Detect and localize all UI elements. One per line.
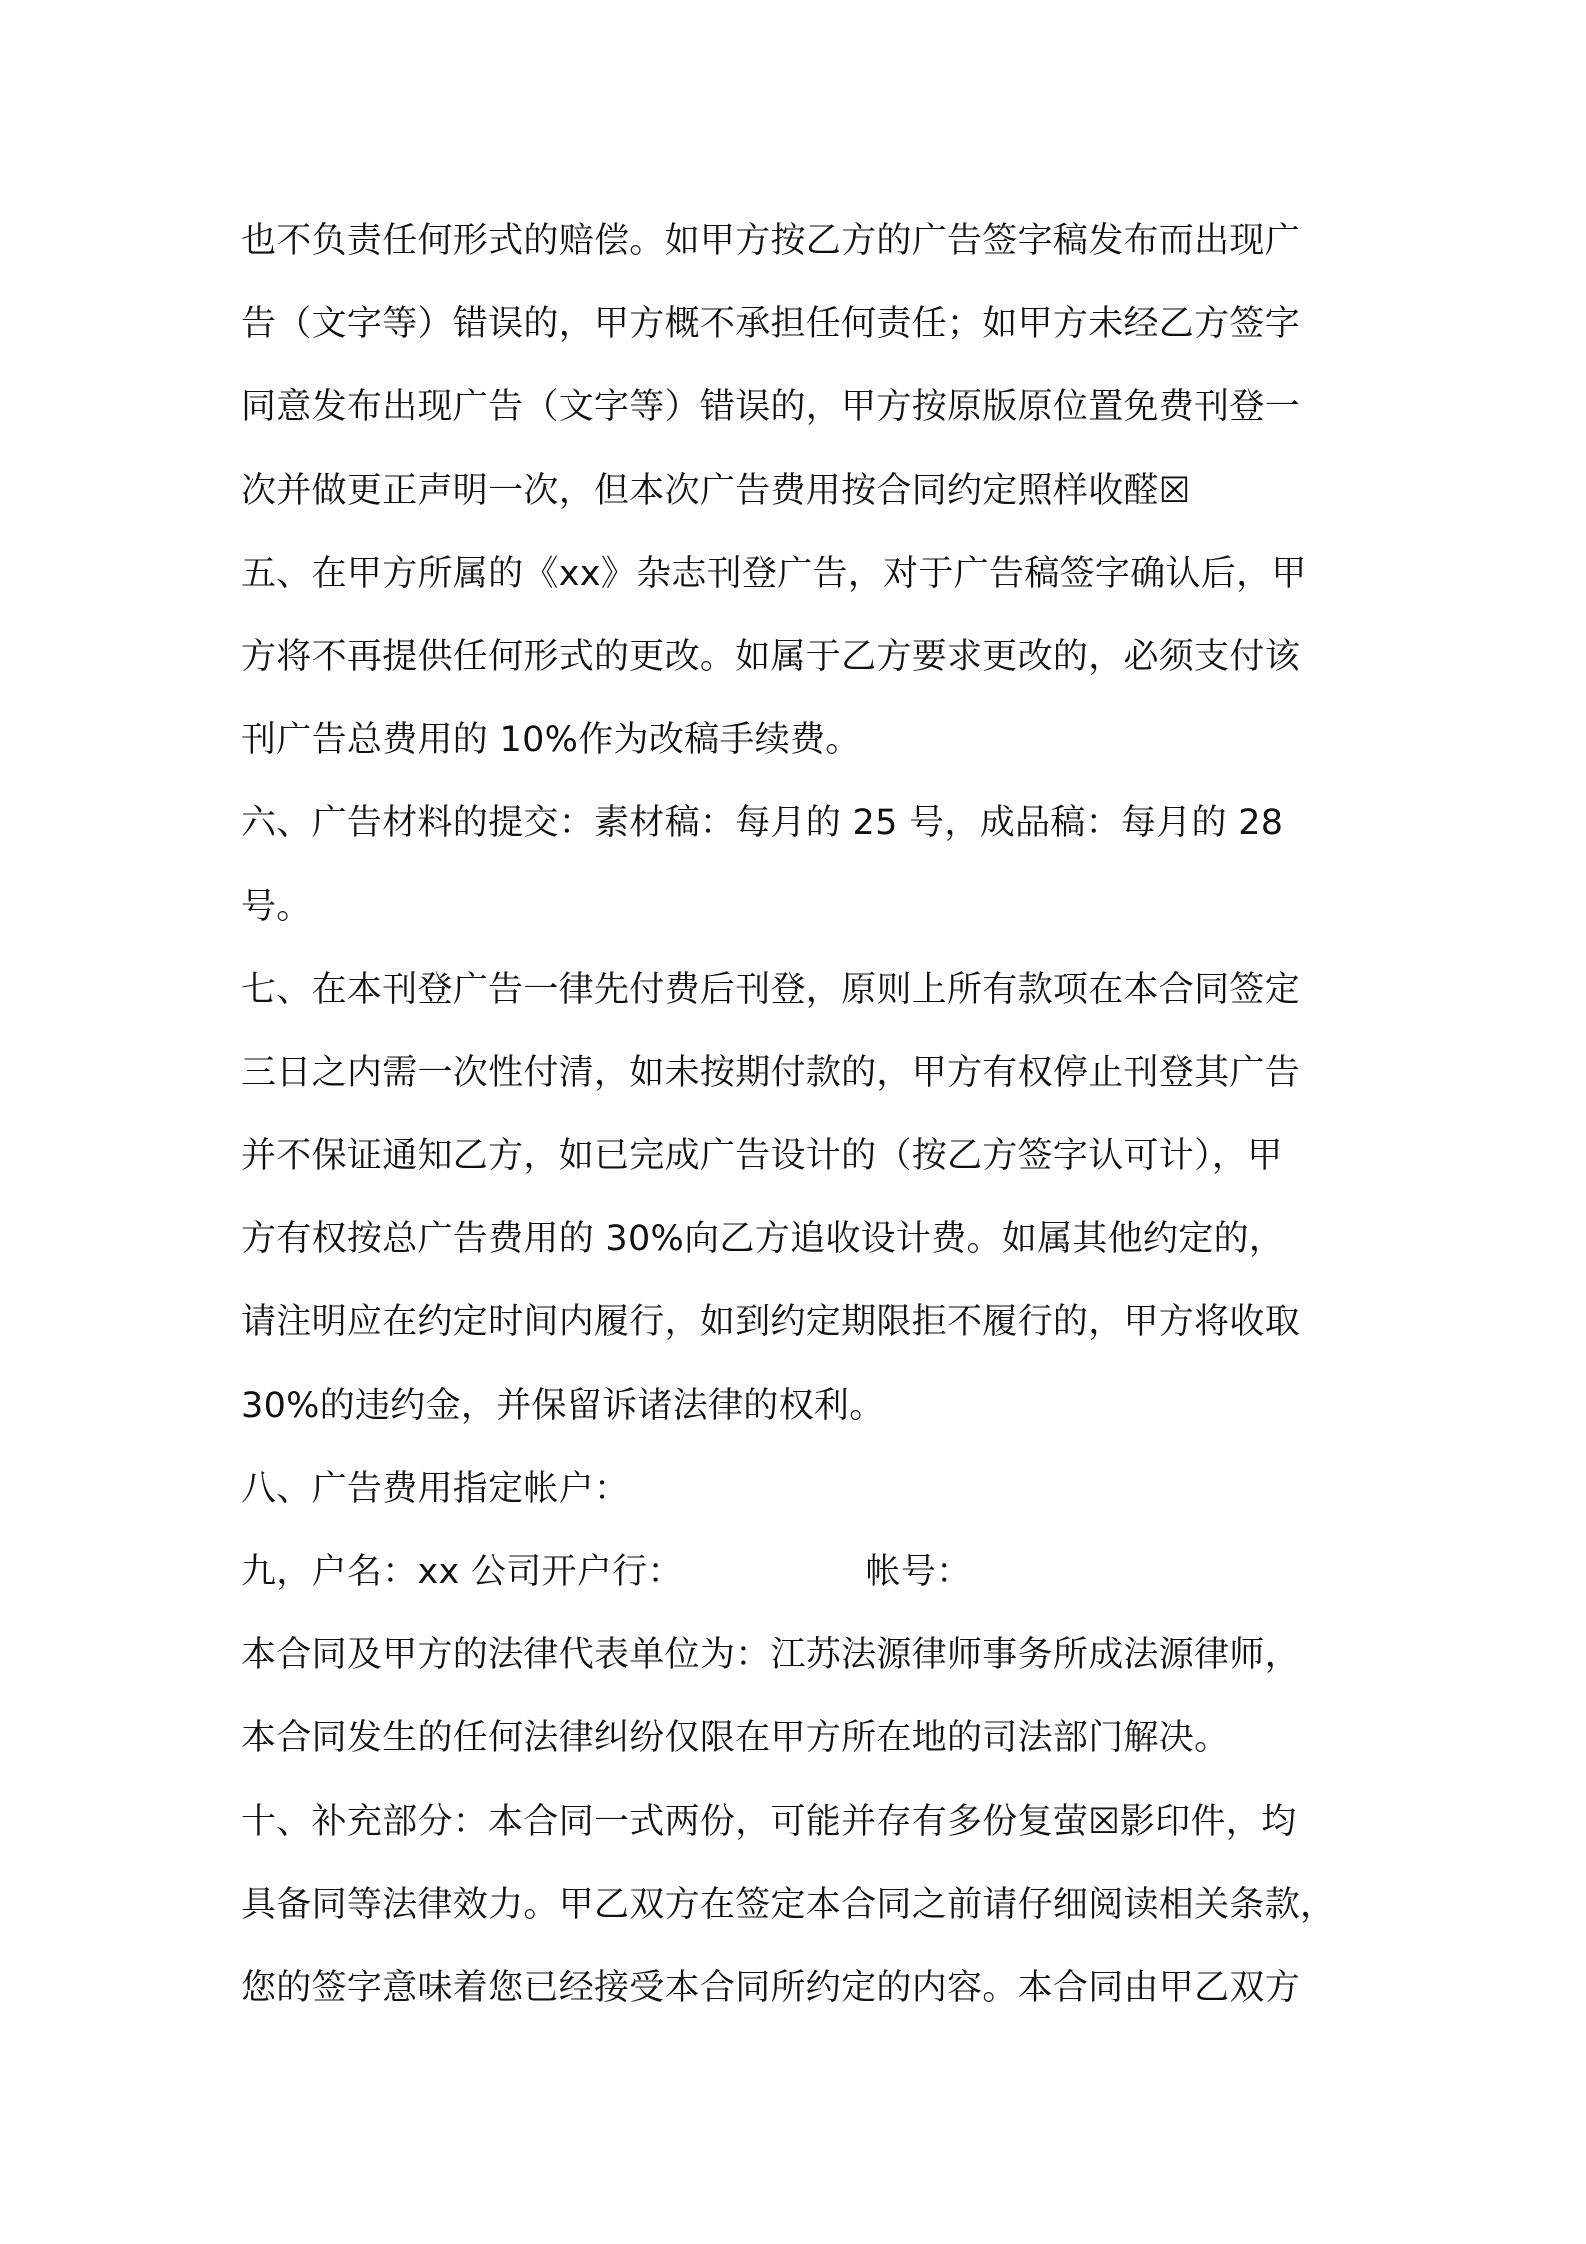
text-line: 刊广告总费用的 10%作为改稿手续费。 xyxy=(241,720,861,761)
text-line: 具备同等法律效力。甲乙双方在签定本合同之前请仔细阅读相关条款， xyxy=(241,1884,1336,1925)
document-body xyxy=(241,200,1351,2030)
text-line: 号。 xyxy=(241,886,312,927)
text-line: 并不保证通知乙方，如已完成广告设计的（按乙方签字认可计），甲 xyxy=(241,1136,1283,1177)
clause-9-line: 九，户名：xx 公司开户行： 帐号： xyxy=(241,1552,972,1592)
text-line: 您的签字意味着您已经接受本合同所约定的内容。本合同由甲乙双方 xyxy=(241,1967,1301,2008)
clause-7-line: 七、在本刊登广告一律先付费后刊登，原则上所有款项在本合同签定 xyxy=(241,969,1301,1010)
clause-5-line: 五、在甲方所属的《xx》杂志刊登广告，对于广告稿签字确认后，甲 xyxy=(241,553,1307,594)
text-line: 方将不再提供任何形式的更改。如属于乙方要求更改的，必须支付该 xyxy=(241,636,1301,677)
clause-10-line: 十、补充部分：本合同一式两份，可能并存有多份复萤☒影印件，均 xyxy=(241,1801,1297,1842)
text-line: 30%的违约金，并保留诉诸法律的权利。 xyxy=(241,1385,885,1426)
text-line: 也不负责任何形式的赔偿。如甲方按乙方的广告签字稿发布而出现广 xyxy=(241,221,1301,261)
text-line: 同意发布出现广告（文字等）错误的，甲方按原版原位置免费刊登一 xyxy=(241,387,1301,428)
text-line: 请注明应在约定时间内履行，如到约定期限拒不履行的，甲方将收取 xyxy=(241,1302,1301,1343)
clause-6-line: 六、广告材料的提交：素材稿：每月的 25 号，成品稿：每月的 28 xyxy=(241,803,1284,844)
text-line: 方有权按总广告费用的 30%向乙方追收设计费。如属其他约定的， xyxy=(241,1219,1285,1260)
clause-8-line: 八、广告费用指定帐户： xyxy=(241,1468,630,1509)
text-line: 三日之内需一次性付清，如未按期付款的，甲方有权停止刊登其广告 xyxy=(241,1052,1301,1093)
text-line: 本合同及甲方的法律代表单位为：江苏法源律师事务所成法源律师， xyxy=(241,1635,1301,1676)
text-line: 告（文字等）错误的，甲方概不承担任何责任；如甲方未经乙方签字 xyxy=(241,304,1301,345)
text-line: 本合同发生的任何法律纠纷仅限在甲方所在地的司法部门解决。 xyxy=(241,1718,1230,1759)
text-line: 次并做更正声明一次，但本次广告费用按合同约定照样收醛☒ xyxy=(241,470,1191,511)
